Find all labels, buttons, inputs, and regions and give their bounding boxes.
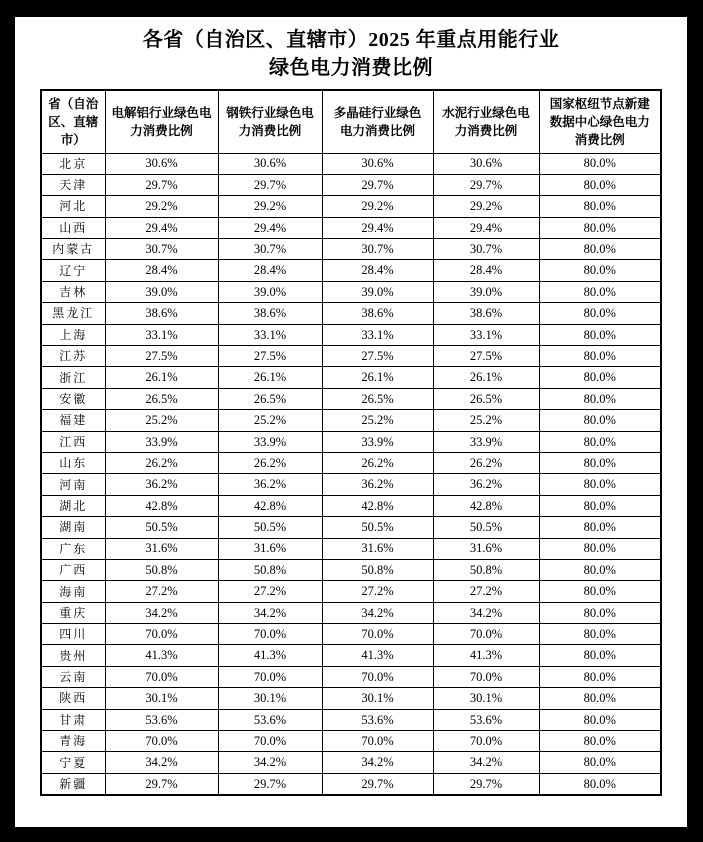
value-cell: 80.0% [539, 174, 661, 195]
value-cell: 33.9% [322, 431, 433, 452]
value-cell: 31.6% [433, 538, 539, 559]
province-cell: 湖北 [41, 495, 105, 516]
value-cell: 26.2% [322, 452, 433, 473]
province-cell: 四川 [41, 624, 105, 645]
value-cell: 70.0% [105, 666, 218, 687]
table-row [41, 281, 661, 302]
value-cell: 70.0% [218, 666, 322, 687]
table-row [41, 217, 661, 238]
value-cell: 80.0% [539, 495, 661, 516]
province-cell: 天津 [41, 174, 105, 195]
value-cell: 31.6% [218, 538, 322, 559]
value-cell: 34.2% [322, 752, 433, 773]
province-cell: 黑龙江 [41, 303, 105, 324]
value-cell: 80.0% [539, 367, 661, 388]
table-row [41, 752, 661, 773]
province-cell: 海南 [41, 581, 105, 602]
value-cell: 80.0% [539, 688, 661, 709]
value-cell: 27.5% [433, 346, 539, 367]
table-row [41, 367, 661, 388]
value-cell: 29.7% [105, 174, 218, 195]
value-cell: 33.9% [105, 431, 218, 452]
value-cell: 80.0% [539, 709, 661, 730]
value-cell: 25.2% [433, 410, 539, 431]
table-row [41, 645, 661, 666]
value-cell: 30.7% [433, 239, 539, 260]
table-row [41, 196, 661, 217]
value-cell: 30.1% [105, 688, 218, 709]
value-cell: 27.2% [322, 581, 433, 602]
value-cell: 26.2% [218, 452, 322, 473]
value-cell: 29.7% [105, 773, 218, 794]
value-cell: 80.0% [539, 538, 661, 559]
value-cell: 26.5% [105, 388, 218, 409]
value-cell: 70.0% [322, 731, 433, 752]
value-cell: 33.1% [322, 324, 433, 345]
value-cell: 53.6% [322, 709, 433, 730]
value-cell: 70.0% [105, 731, 218, 752]
value-cell: 38.6% [218, 303, 322, 324]
value-cell: 70.0% [218, 624, 322, 645]
value-cell: 41.3% [433, 645, 539, 666]
value-cell: 50.5% [218, 517, 322, 538]
table-header-row [41, 90, 661, 153]
value-cell: 30.7% [105, 239, 218, 260]
value-cell: 53.6% [218, 709, 322, 730]
table-row [41, 410, 661, 431]
header-steel: 钢铁行业绿色电力消费比例 [218, 90, 322, 153]
province-cell: 新疆 [41, 773, 105, 794]
value-cell: 28.4% [433, 260, 539, 281]
table-body [41, 153, 661, 795]
value-cell: 80.0% [539, 559, 661, 580]
value-cell: 80.0% [539, 624, 661, 645]
green-electricity-table [40, 89, 662, 796]
province-cell: 河北 [41, 196, 105, 217]
value-cell: 70.0% [322, 666, 433, 687]
province-cell: 福建 [41, 410, 105, 431]
table-row [41, 602, 661, 623]
table-row [41, 388, 661, 409]
value-cell: 30.7% [218, 239, 322, 260]
value-cell: 38.6% [322, 303, 433, 324]
province-cell: 甘肃 [41, 709, 105, 730]
value-cell: 50.5% [433, 517, 539, 538]
value-cell: 70.0% [218, 731, 322, 752]
table-row [41, 624, 661, 645]
value-cell: 34.2% [322, 602, 433, 623]
value-cell: 39.0% [322, 281, 433, 302]
value-cell: 34.2% [433, 602, 539, 623]
province-cell: 上海 [41, 324, 105, 345]
value-cell: 70.0% [105, 624, 218, 645]
value-cell: 27.5% [322, 346, 433, 367]
table-row [41, 538, 661, 559]
value-cell: 80.0% [539, 452, 661, 473]
value-cell: 41.3% [322, 645, 433, 666]
table-row [41, 559, 661, 580]
value-cell: 25.2% [218, 410, 322, 431]
header-electrolytic-aluminum: 电解铝行业绿色电力消费比例 [105, 90, 218, 153]
value-cell: 25.2% [322, 410, 433, 431]
province-cell: 重庆 [41, 602, 105, 623]
value-cell: 29.7% [218, 773, 322, 794]
value-cell: 80.0% [539, 217, 661, 238]
value-cell: 50.8% [105, 559, 218, 580]
value-cell: 33.9% [218, 431, 322, 452]
value-cell: 80.0% [539, 196, 661, 217]
value-cell: 34.2% [218, 752, 322, 773]
table-row [41, 688, 661, 709]
value-cell: 80.0% [539, 239, 661, 260]
province-cell: 陕西 [41, 688, 105, 709]
value-cell: 27.2% [433, 581, 539, 602]
document-title-line2: 绿色电力消费比例 [269, 57, 433, 79]
table-row [41, 474, 661, 495]
table-row [41, 324, 661, 345]
value-cell: 29.7% [322, 773, 433, 794]
value-cell: 70.0% [433, 666, 539, 687]
value-cell: 80.0% [539, 153, 661, 174]
value-cell: 50.5% [105, 517, 218, 538]
document-page [15, 17, 687, 827]
value-cell: 29.2% [322, 196, 433, 217]
value-cell: 29.7% [433, 174, 539, 195]
value-cell: 80.0% [539, 752, 661, 773]
value-cell: 80.0% [539, 645, 661, 666]
value-cell: 39.0% [105, 281, 218, 302]
table-row [41, 731, 661, 752]
value-cell: 39.0% [433, 281, 539, 302]
value-cell: 25.2% [105, 410, 218, 431]
province-cell: 云南 [41, 666, 105, 687]
value-cell: 70.0% [433, 731, 539, 752]
value-cell: 28.4% [322, 260, 433, 281]
value-cell: 33.1% [105, 324, 218, 345]
value-cell: 26.1% [105, 367, 218, 388]
value-cell: 30.6% [322, 153, 433, 174]
value-cell: 26.1% [322, 367, 433, 388]
value-cell: 38.6% [105, 303, 218, 324]
value-cell: 30.1% [433, 688, 539, 709]
value-cell: 38.6% [433, 303, 539, 324]
value-cell: 31.6% [105, 538, 218, 559]
value-cell: 80.0% [539, 474, 661, 495]
value-cell: 30.7% [322, 239, 433, 260]
value-cell: 26.5% [218, 388, 322, 409]
value-cell: 80.0% [539, 388, 661, 409]
value-cell: 26.1% [433, 367, 539, 388]
table-row [41, 153, 661, 174]
value-cell: 36.2% [322, 474, 433, 495]
table-row [41, 773, 661, 794]
table-row [41, 581, 661, 602]
value-cell: 26.5% [322, 388, 433, 409]
value-cell: 30.6% [105, 153, 218, 174]
value-cell: 80.0% [539, 731, 661, 752]
table-row [41, 303, 661, 324]
value-cell: 80.0% [539, 602, 661, 623]
table-row [41, 452, 661, 473]
province-cell: 江苏 [41, 346, 105, 367]
value-cell: 80.0% [539, 281, 661, 302]
value-cell: 29.7% [433, 773, 539, 794]
header-data-center: 国家枢纽节点新建数据中心绿色电力消费比例 [539, 90, 661, 153]
header-polysilicon: 多晶硅行业绿色电力消费比例 [322, 90, 433, 153]
value-cell: 34.2% [105, 752, 218, 773]
value-cell: 50.8% [433, 559, 539, 580]
value-cell: 42.8% [218, 495, 322, 516]
value-cell: 29.4% [322, 217, 433, 238]
value-cell: 26.1% [218, 367, 322, 388]
document-title [15, 26, 687, 82]
province-cell: 青海 [41, 731, 105, 752]
value-cell: 50.5% [322, 517, 433, 538]
value-cell: 28.4% [105, 260, 218, 281]
value-cell: 26.5% [433, 388, 539, 409]
province-cell: 辽宁 [41, 260, 105, 281]
province-cell: 湖南 [41, 517, 105, 538]
value-cell: 70.0% [433, 624, 539, 645]
value-cell: 26.2% [105, 452, 218, 473]
value-cell: 27.5% [218, 346, 322, 367]
province-cell: 广西 [41, 559, 105, 580]
value-cell: 30.6% [433, 153, 539, 174]
value-cell: 33.1% [218, 324, 322, 345]
value-cell: 41.3% [105, 645, 218, 666]
value-cell: 80.0% [539, 666, 661, 687]
province-cell: 安徽 [41, 388, 105, 409]
value-cell: 80.0% [539, 581, 661, 602]
value-cell: 27.5% [105, 346, 218, 367]
header-province: 省（自治区、直辖市） [41, 90, 105, 153]
province-cell: 江西 [41, 431, 105, 452]
province-cell: 宁夏 [41, 752, 105, 773]
value-cell: 27.2% [218, 581, 322, 602]
value-cell: 29.2% [218, 196, 322, 217]
province-cell: 浙江 [41, 367, 105, 388]
value-cell: 80.0% [539, 773, 661, 794]
value-cell: 53.6% [433, 709, 539, 730]
province-cell: 吉林 [41, 281, 105, 302]
value-cell: 29.4% [433, 217, 539, 238]
value-cell: 41.3% [218, 645, 322, 666]
value-cell: 80.0% [539, 410, 661, 431]
value-cell: 42.8% [322, 495, 433, 516]
table-row [41, 239, 661, 260]
value-cell: 36.2% [433, 474, 539, 495]
value-cell: 31.6% [322, 538, 433, 559]
value-cell: 80.0% [539, 431, 661, 452]
value-cell: 42.8% [433, 495, 539, 516]
value-cell: 30.1% [218, 688, 322, 709]
value-cell: 34.2% [105, 602, 218, 623]
table-row [41, 346, 661, 367]
table-row [41, 431, 661, 452]
value-cell: 70.0% [322, 624, 433, 645]
value-cell: 39.0% [218, 281, 322, 302]
table-row [41, 260, 661, 281]
value-cell: 28.4% [218, 260, 322, 281]
document-title-line1: 各省（自治区、直辖市）2025 年重点用能行业 [142, 29, 560, 51]
value-cell: 29.4% [105, 217, 218, 238]
province-cell: 河南 [41, 474, 105, 495]
value-cell: 50.8% [218, 559, 322, 580]
table-row [41, 495, 661, 516]
value-cell: 29.2% [105, 196, 218, 217]
value-cell: 29.7% [322, 174, 433, 195]
value-cell: 30.6% [218, 153, 322, 174]
header-cement: 水泥行业绿色电力消费比例 [433, 90, 539, 153]
value-cell: 34.2% [433, 752, 539, 773]
value-cell: 34.2% [218, 602, 322, 623]
value-cell: 33.1% [433, 324, 539, 345]
value-cell: 30.1% [322, 688, 433, 709]
value-cell: 80.0% [539, 260, 661, 281]
value-cell: 29.7% [218, 174, 322, 195]
value-cell: 29.4% [218, 217, 322, 238]
value-cell: 80.0% [539, 324, 661, 345]
value-cell: 80.0% [539, 303, 661, 324]
province-cell: 北京 [41, 153, 105, 174]
table-header [41, 90, 661, 153]
table-row [41, 174, 661, 195]
value-cell: 26.2% [433, 452, 539, 473]
value-cell: 36.2% [105, 474, 218, 495]
value-cell: 33.9% [433, 431, 539, 452]
province-cell: 山西 [41, 217, 105, 238]
table-row [41, 517, 661, 538]
value-cell: 50.8% [322, 559, 433, 580]
value-cell: 80.0% [539, 346, 661, 367]
value-cell: 36.2% [218, 474, 322, 495]
province-cell: 广东 [41, 538, 105, 559]
province-cell: 贵州 [41, 645, 105, 666]
value-cell: 29.2% [433, 196, 539, 217]
province-cell: 山东 [41, 452, 105, 473]
province-cell: 内蒙古 [41, 239, 105, 260]
table-row [41, 666, 661, 687]
value-cell: 80.0% [539, 517, 661, 538]
value-cell: 27.2% [105, 581, 218, 602]
value-cell: 53.6% [105, 709, 218, 730]
value-cell: 42.8% [105, 495, 218, 516]
table-row [41, 709, 661, 730]
